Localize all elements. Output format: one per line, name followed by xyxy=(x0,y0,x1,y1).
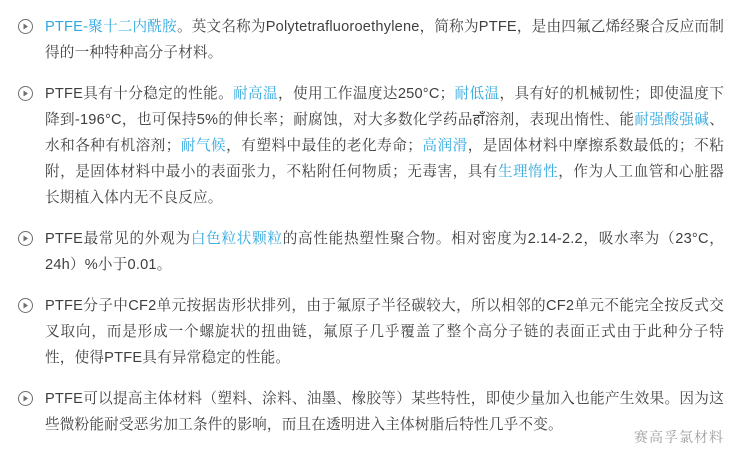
bullet-arrow-icon xyxy=(18,231,33,246)
text-run: PTFE具有十分稳定的性能。 xyxy=(45,86,234,102)
list-item xyxy=(18,14,724,66)
highlighted-term: 耐强酸强碱 xyxy=(634,112,710,128)
paragraph-2 xyxy=(45,81,724,211)
highlighted-term: PTFE-聚十二内酰胺 xyxy=(45,19,177,35)
text-run: PTFE最常见的外观为 xyxy=(45,231,191,247)
text-run: ，具有好的机械韧性；即使温度下降到-196°C，也可保持5%的伸长率；耐腐蚀，对大多数化学药品हाँ溶剂，表现出惰性、能 xyxy=(45,86,724,128)
list-item xyxy=(18,386,724,438)
highlighted-term: 耐气候 xyxy=(180,138,227,154)
paragraph-1 xyxy=(45,14,724,66)
text-run: PTFE分子中CF2单元按据齿形状排列，由于氟原子半径碳较大，所以相邻的CF2单元不能完全按反式交叉取向，而是形成一个螺旋状的扭曲链，氟原子几乎覆盖了整个高分子链的表面正式由于此种分子特性，使得PTFE具有异常稳定的性能。 xyxy=(45,298,724,366)
text-run: ，使用工作温度达250°C； xyxy=(278,86,455,102)
text-run: 、水和各种有机溶剂； xyxy=(45,112,724,154)
text-run: ，是固体材料中摩擦系数最低的；不粘附，是固体材料中最小的表面张力，不粘附任何物质；无毒害，具有 xyxy=(45,138,724,180)
text-run: ，作为人工血管和心脏器长期植入体内无不良反应。 xyxy=(45,164,724,206)
text-run: PTFE可以提高主体材料（塑料、涂料、油墨、橡胶等）某些特性，即使少量加入也能产生效果。因为这些微粉能耐受恶劣加工条件的影响，而且在透明进入主体树脂后特性几乎不变。 xyxy=(45,391,724,433)
highlighted-term: 生理惰性 xyxy=(497,164,559,180)
highlighted-term: 耐高温 xyxy=(233,86,279,102)
highlighted-term: 白色粒状颗粒 xyxy=(190,231,283,247)
bullet-arrow-icon xyxy=(18,391,33,406)
bullet-arrow-icon xyxy=(18,19,33,34)
text-run: 的高性能热塑性聚合物。相对密度为2.14-2.2，吸水率为（23°C，24h）%小于0.01。 xyxy=(45,231,724,273)
bullet-arrow-icon xyxy=(18,298,33,313)
text-run: ，有塑料中最佳的老化寿命； xyxy=(226,138,423,154)
paragraph-5 xyxy=(45,386,724,438)
list-item xyxy=(18,293,724,371)
list-item xyxy=(18,81,724,211)
paragraph-4 xyxy=(45,293,724,371)
highlighted-term: 高润滑 xyxy=(422,138,468,154)
bullet-arrow-icon xyxy=(18,86,33,101)
list-item xyxy=(18,226,724,278)
text-run: 。英文名称为Polytetrafluoroethylene，简称为PTFE，是由四氟乙烯经聚合反应而制得的一种特种高分子材料。 xyxy=(45,19,724,61)
highlighted-term: 耐低温 xyxy=(454,86,500,102)
paragraph-3 xyxy=(45,226,724,278)
watermark: 赛高孚氯材料 xyxy=(634,429,724,445)
